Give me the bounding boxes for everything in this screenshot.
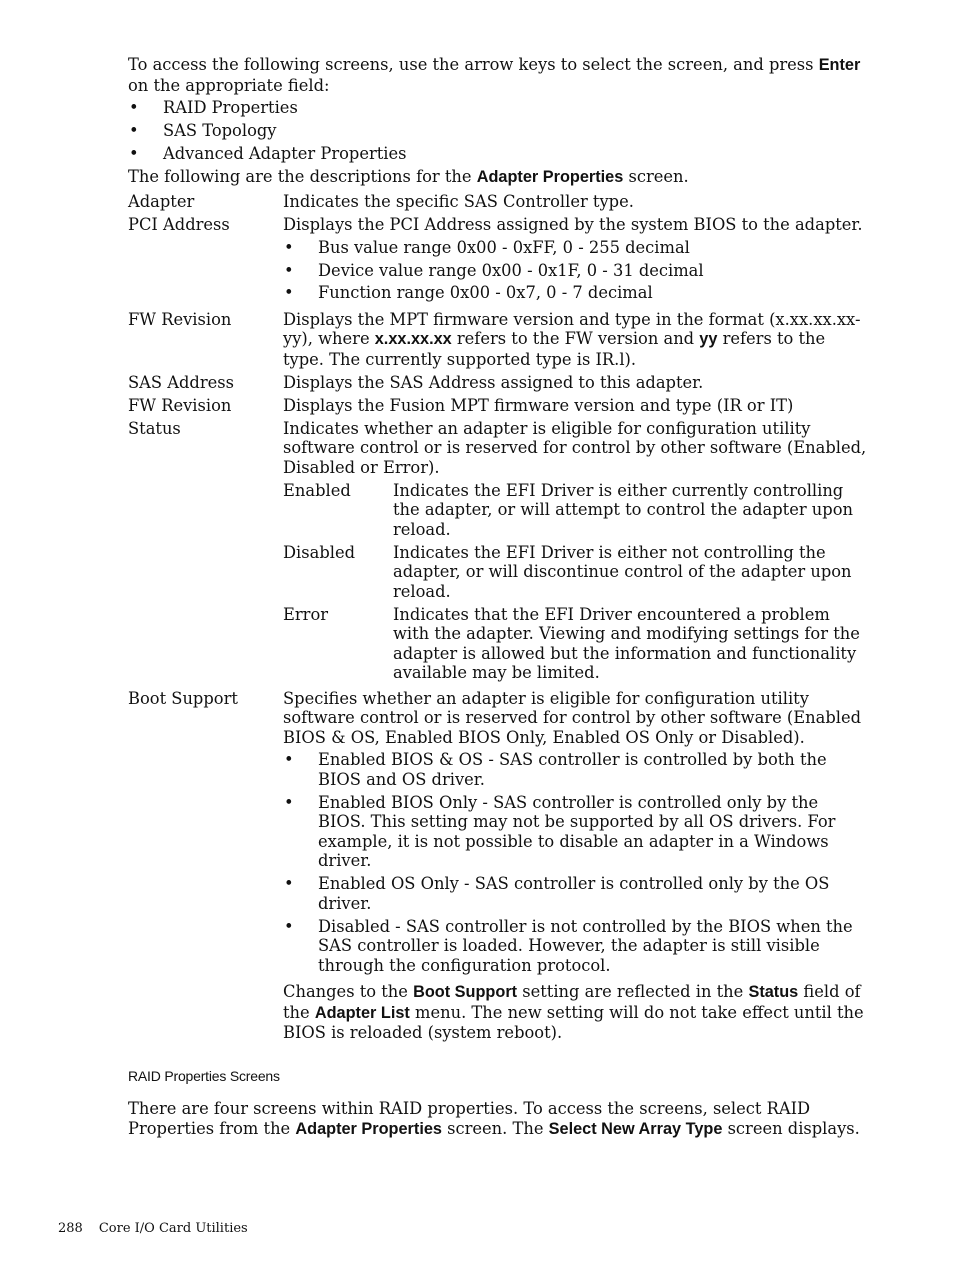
list-item: • Enabled BIOS & OS - SAS controller is controlled by both the BIOS and OS driver. — [283, 750, 870, 789]
status-value-description: Indicates that the EFI Driver encountered a problem with the adapter. Viewing and modifying settings for the adapter is allowed but the information and functionality available may be limited. — [393, 604, 860, 683]
field-description: Specifies whether an adapter is eligible for configuration utility software control or is reserved for control by other software (Enabled BIOS & OS, Enabled BIOS Only, Enabled OS Only or Disabled). — [283, 688, 862, 747]
field-description-block — [283, 419, 870, 683]
field-boot-support — [128, 689, 870, 1043]
boot-support-options — [283, 750, 870, 975]
field-description: Indicates whether an adapter is eligible for configuration utility software control or is reserved for control by other software (Enabled, Disabled or Error). — [283, 418, 867, 477]
status-value-term: Error — [283, 604, 329, 624]
enter-key: Enter — [818, 56, 861, 74]
field-pci-address — [128, 215, 870, 306]
field-description: Displays the SAS Address assigned to this adapter. — [283, 372, 704, 392]
version-token: x.xx.xx.xx — [374, 330, 452, 349]
field-adapter — [128, 192, 870, 212]
list-item: • Bus value range 0x00 - 0xFF, 0 - 255 decimal — [283, 238, 870, 258]
status-value-row — [283, 605, 870, 683]
field-description-block — [283, 215, 870, 306]
status-value-row — [283, 543, 870, 602]
boot-support-note: Changes to the Boot Support setting are reflected in the Status field of the Adapter List menu. The new setting will do not take effect until the BIOS is reloaded (system reboot). — [283, 982, 864, 1043]
intro-paragraph: To access the following screens, use the arrow keys to select the screen, and press Enter on the appropriate field: — [128, 55, 861, 95]
status-value-row — [283, 481, 870, 540]
field-description: Displays the MPT firmware version and type in the format (x.xx.xx.xx- yy), where x.xx.xx.xx refers to the FW version and yy refers to the type. The currently supported type is IR.l). — [283, 309, 861, 369]
list-item: • Device value range 0x00 - 0x1F, 0 - 31 decimal — [283, 261, 870, 281]
field-description: Displays the Fusion MPT firmware version and type (IR or IT) — [283, 395, 794, 415]
section-heading: RAID Properties Screens — [128, 1067, 280, 1084]
status-value-description: Indicates the EFI Driver is either currently controlling the adapter, or will attempt to control the adapter upon reload. — [393, 480, 853, 539]
field-fw-revision-2 — [128, 396, 870, 416]
field-term: SAS Address — [128, 372, 234, 392]
field-status — [128, 419, 870, 683]
field-description-block — [283, 689, 870, 1043]
field-fw-revision — [128, 310, 870, 370]
field-term: Adapter — [128, 192, 195, 212]
list-item: • RAID Properties — [128, 98, 870, 118]
field-term: FW Revision — [128, 309, 232, 329]
list-item: • SAS Topology — [128, 121, 870, 141]
status-value-term: Enabled — [283, 480, 351, 500]
list-item: • Function range 0x00 - 0x7, 0 - 7 decimal — [283, 283, 870, 303]
page-body — [128, 55, 870, 1139]
page-footer — [58, 1221, 248, 1237]
field-sas-address — [128, 373, 870, 393]
list-item: • Disabled - SAS controller is not controlled by the BIOS when the SAS controller is loaded. However, the adapter is still visible through the configuration protocol. — [283, 917, 870, 976]
list-item: • Enabled OS Only - SAS controller is controlled only by the OS driver. — [283, 874, 870, 913]
list-item: • Enabled BIOS Only - SAS controller is controlled only by the BIOS. This setting may not be supported by all OS drivers. For example, it is not possible to disable an adapter in a Windows driver. — [283, 793, 870, 871]
field-description: Displays the PCI Address assigned by the system BIOS to the adapter. — [283, 215, 863, 235]
screen-list — [128, 98, 870, 163]
status-value-description: Indicates the EFI Driver is either not controlling the adapter, or will discontinue control of the adapter upon reload. — [393, 542, 852, 601]
field-term: PCI Address — [128, 215, 230, 235]
field-description: Indicates the specific SAS Controller type. — [283, 192, 634, 212]
chapter-title: Core I/O Card Utilities — [98, 1221, 248, 1236]
pci-range-list — [283, 238, 870, 303]
status-value-term: Disabled — [283, 542, 356, 562]
list-item: • Advanced Adapter Properties — [128, 144, 870, 164]
descriptions-lead: The following are the descriptions for the Adapter Properties screen. — [128, 166, 689, 186]
page-number: 288 — [58, 1221, 83, 1236]
section-paragraph: There are four screens within RAID properties. To access the screens, select RAID Properties from the Adapter Properties screen. The Select New Array Type screen displays. — [128, 1099, 860, 1138]
field-term: FW Revision — [128, 395, 232, 415]
field-term: Status — [128, 418, 181, 438]
screen-name: Adapter Properties — [476, 167, 624, 186]
type-token: yy — [699, 330, 718, 349]
field-term: Boot Support — [128, 688, 238, 708]
